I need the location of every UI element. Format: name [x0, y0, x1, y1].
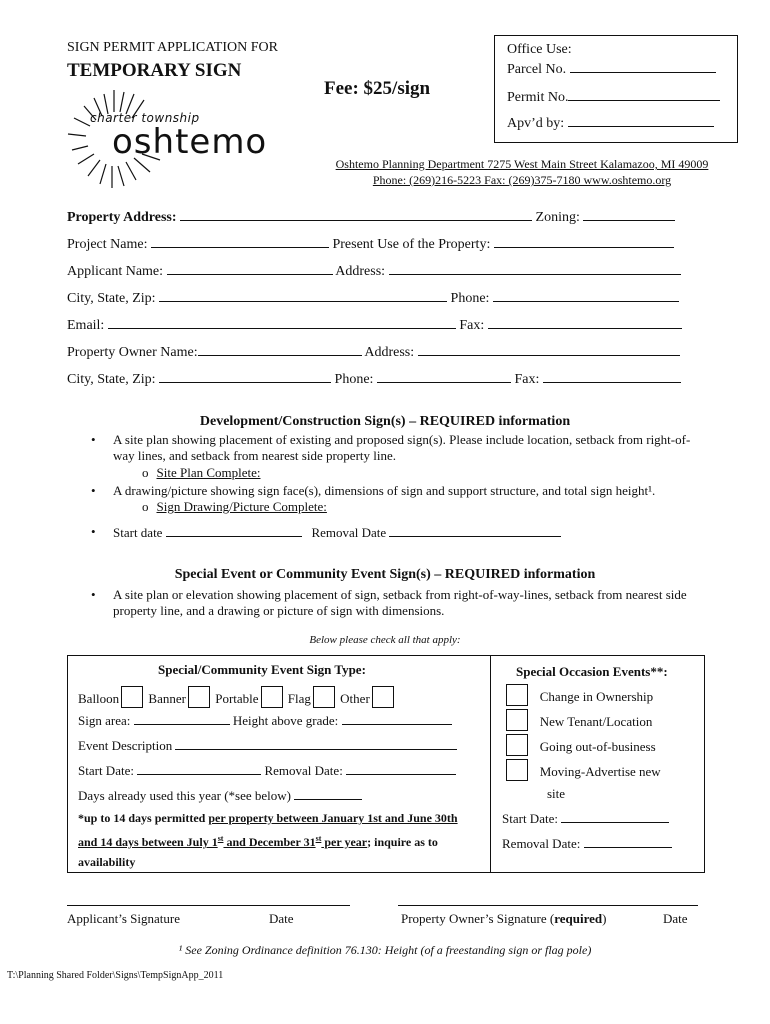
owner-name-row[interactable]	[67, 343, 680, 361]
owner-fax-label: Fax:	[514, 372, 540, 387]
approved-by-label: Apv’d by:	[507, 116, 565, 131]
owner-city-label: City, State, Zip:	[67, 372, 156, 387]
applicant-name-row[interactable]	[67, 262, 681, 280]
sign-drawing-complete-label: Sign Drawing/Picture Complete:	[156, 499, 327, 514]
banner-label: Banner	[148, 691, 186, 706]
sign-type-row	[78, 686, 396, 708]
applicant-date-label: Date	[269, 911, 294, 926]
department-address: Oshtemo Planning Department 7275 West Main Street Kalamazoo, MI 49009	[335, 157, 709, 171]
dev-bullet-drawing: • A drawing/picture showing sign face(s), dimensions of sign and support structure, and total sign height¹.	[113, 483, 713, 499]
event-description-row[interactable]	[78, 737, 457, 754]
portable-checkbox[interactable]	[261, 686, 283, 708]
event-start-date-label: Start Date:	[78, 763, 134, 778]
occasion-moving[interactable]	[504, 759, 661, 781]
event-removal-date-label: Removal Date:	[264, 763, 343, 778]
email-row[interactable]	[67, 316, 682, 334]
owner-phone-label: Phone:	[334, 372, 374, 387]
logo-wordmark: oshtemo	[112, 122, 268, 162]
city-state-zip-label: City, State, Zip:	[67, 291, 156, 306]
days-note-line2: and 14 days between July 1st and December 31st per year; inquire as to	[78, 834, 438, 849]
sign-drawing-complete[interactable]: o Sign Drawing/Picture Complete:	[142, 499, 327, 514]
owner-name-label: Property Owner Name:	[67, 345, 198, 360]
parcel-no-field[interactable]	[507, 60, 716, 78]
applicant-city-row[interactable]	[67, 289, 679, 307]
property-address-label: Property Address:	[67, 210, 177, 225]
going-out-checkbox[interactable]	[506, 734, 528, 756]
event-heading: Special Event or Community Event Sign(s) – REQUIRED information	[174, 567, 596, 582]
new-tenant-label: New Tenant/Location	[539, 714, 653, 729]
special-occasion-title: Special Occasion Events**:	[516, 664, 668, 679]
applicant-name-label: Applicant Name:	[67, 264, 164, 279]
sign-area-row[interactable]	[78, 712, 452, 729]
moving-checkbox[interactable]	[506, 759, 528, 781]
site-plan-complete[interactable]: o Site Plan Complete:	[142, 465, 261, 480]
owner-address-label: Address:	[364, 345, 415, 360]
permit-no-field[interactable]	[507, 88, 720, 106]
office-use-box	[494, 35, 738, 143]
moving-label-cont: site	[547, 786, 566, 801]
form-title: TEMPORARY SIGN	[67, 60, 242, 81]
ownership-label: Change in Ownership	[539, 689, 654, 704]
department-contact: Phone: (269)216-5223 Fax: (269)375-7180 www.oshtemo.org	[372, 173, 672, 187]
days-used-row[interactable]	[78, 787, 362, 804]
applicant-signature-label: Applicant’s Signature	[67, 911, 181, 926]
site-plan-complete-label: Site Plan Complete:	[156, 465, 261, 480]
balloon-checkbox[interactable]	[121, 686, 143, 708]
balloon-label: Balloon	[78, 691, 120, 706]
occasion-removal-row[interactable]	[502, 835, 672, 852]
email-label: Email:	[67, 318, 105, 333]
box-divider	[490, 656, 491, 872]
occasion-start-label: Start Date:	[502, 811, 558, 826]
zoning-label: Zoning:	[535, 210, 580, 225]
dev-start-date-label: Start date	[113, 525, 163, 540]
occasion-new-tenant[interactable]	[504, 709, 652, 731]
banner-checkbox[interactable]	[188, 686, 210, 708]
applicant-fax-label: Fax:	[459, 318, 485, 333]
ownership-checkbox[interactable]	[506, 684, 528, 706]
event-sign-box	[67, 655, 705, 873]
event-dates-row[interactable]	[78, 762, 456, 779]
flag-checkbox[interactable]	[313, 686, 335, 708]
going-out-label: Going out-of-business	[539, 739, 656, 754]
height-footnote: ¹ See Zoning Ordinance definition 76.130: Height (of a freestanding sign or flag pole)	[178, 943, 592, 957]
occasion-going-out[interactable]	[504, 734, 656, 756]
occasion-start-row[interactable]	[502, 810, 669, 827]
form-subtitle: SIGN PERMIT APPLICATION FOR	[67, 40, 278, 55]
moving-label: Moving-Advertise new	[539, 764, 661, 779]
office-use-title: Office Use:	[507, 42, 572, 57]
event-bullet-site-plan: • A site plan or elevation showing placement of sign, setback from right-of-way-lines, setback from nearest side property line, and a drawing or picture of sign with dimensions.	[113, 587, 703, 619]
owner-date-label: Date	[663, 911, 688, 926]
permit-no-label: Permit No.	[507, 90, 569, 105]
other-checkbox[interactable]	[372, 686, 394, 708]
present-use-label: Present Use of the Property:	[332, 237, 491, 252]
owner-city-row[interactable]	[67, 370, 681, 388]
portable-label: Portable	[215, 691, 259, 706]
approved-by-field[interactable]	[507, 114, 714, 132]
project-name-row[interactable]	[67, 235, 674, 253]
applicant-address-label: Address:	[335, 264, 386, 279]
sign-area-label: Sign area:	[78, 713, 131, 728]
applicant-phone-label: Phone:	[450, 291, 490, 306]
check-all-note: Below please check all that apply:	[309, 634, 461, 646]
event-sign-type-title: Special/Community Event Sign Type:	[158, 662, 366, 677]
logo-tagline: charter township	[90, 111, 200, 125]
days-note-line3: availability	[78, 855, 136, 869]
height-label: Height above grade:	[232, 713, 339, 728]
dev-removal-date-label: Removal Date	[311, 525, 387, 540]
oshtemo-logo	[64, 88, 296, 190]
occasion-removal-label: Removal Date:	[502, 836, 581, 851]
fee-label: Fee: $25/sign	[324, 78, 431, 99]
development-heading: Development/Construction Sign(s) – REQUIRED information	[199, 414, 571, 429]
other-label: Other	[340, 691, 370, 706]
flag-label: Flag	[287, 691, 311, 706]
property-address-row[interactable]	[67, 208, 675, 226]
days-note-line1: *up to 14 days permitted per property between January 1st and June 30th	[78, 811, 458, 825]
days-used-label: Days already used this year (*see below)	[78, 788, 291, 803]
new-tenant-checkbox[interactable]	[506, 709, 528, 731]
dev-bullet-site-plan: • A site plan showing placement of existing and proposed sign(s). Please include location, setback from right-of-way lines, and setback from nearest side property line.	[113, 432, 693, 464]
owner-signature-line[interactable]	[398, 905, 698, 906]
event-description-label: Event Description	[78, 738, 173, 753]
occasion-ownership[interactable]	[504, 684, 653, 706]
project-name-label: Project Name:	[67, 237, 148, 252]
parcel-no-label: Parcel No.	[507, 62, 567, 77]
file-path: T:\Planning Shared Folder\Signs\TempSignApp_2011	[7, 970, 224, 981]
owner-signature-label: Property Owner’s Signature (required)	[401, 911, 607, 926]
applicant-signature-line[interactable]	[67, 905, 350, 906]
dev-dates-row[interactable]: • Start date Removal Date	[113, 524, 561, 541]
